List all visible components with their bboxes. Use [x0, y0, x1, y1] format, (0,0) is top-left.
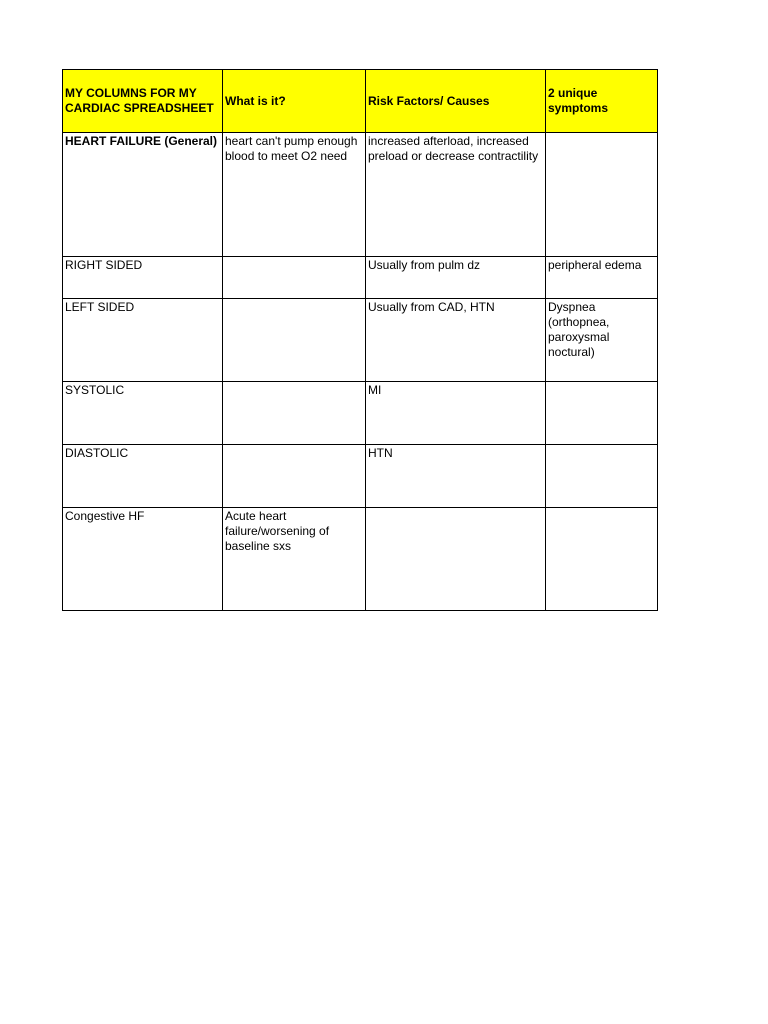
- table-cell[interactable]: Usually from CAD, HTN: [366, 299, 546, 382]
- table-cell[interactable]: Dyspnea (orthopnea, paroxysmal noctural): [546, 299, 658, 382]
- table-cell[interactable]: SYSTOLIC: [63, 382, 223, 445]
- table-cell[interactable]: Acute heart failure/worsening of baseline sxs: [223, 508, 366, 611]
- table-cell[interactable]: Usually from pulm dz: [366, 257, 546, 299]
- header-cell-symptoms[interactable]: 2 unique symptoms: [546, 70, 658, 133]
- table-cell[interactable]: [546, 508, 658, 611]
- table-cell[interactable]: [223, 257, 366, 299]
- table-row-heart-failure: [63, 133, 658, 257]
- table-cell[interactable]: [223, 299, 366, 382]
- header-cell-what-is-it[interactable]: What is it?: [223, 70, 366, 133]
- table-cell[interactable]: [223, 445, 366, 508]
- table-row-left-sided: [63, 299, 658, 382]
- table-row-congestive-hf: [63, 508, 658, 611]
- table-cell[interactable]: [546, 382, 658, 445]
- header-cell-risk-factors[interactable]: Risk Factors/ Causes: [366, 70, 546, 133]
- table-cell[interactable]: Congestive HF: [63, 508, 223, 611]
- table-cell[interactable]: RIGHT SIDED: [63, 257, 223, 299]
- table-row-diastolic: [63, 445, 658, 508]
- cardiac-spreadsheet-table: [62, 69, 658, 611]
- table-cell[interactable]: [366, 508, 546, 611]
- table-cell[interactable]: [546, 133, 658, 257]
- table-cell[interactable]: [223, 382, 366, 445]
- table-cell[interactable]: peripheral edema: [546, 257, 658, 299]
- table-cell[interactable]: DIASTOLIC: [63, 445, 223, 508]
- table-cell[interactable]: LEFT SIDED: [63, 299, 223, 382]
- table-cell[interactable]: HEART FAILURE (General): [63, 133, 223, 257]
- header-cell-columns[interactable]: MY COLUMNS FOR MY CARDIAC SPREADSHEET: [63, 70, 223, 133]
- header-row: [63, 70, 658, 133]
- table-cell[interactable]: MI: [366, 382, 546, 445]
- table-cell[interactable]: HTN: [366, 445, 546, 508]
- table-cell[interactable]: increased afterload, increased preload or decrease contractility: [366, 133, 546, 257]
- table-row-systolic: [63, 382, 658, 445]
- table-row-right-sided: [63, 257, 658, 299]
- table-cell[interactable]: heart can't pump enough blood to meet O2 need: [223, 133, 366, 257]
- table-cell[interactable]: [546, 445, 658, 508]
